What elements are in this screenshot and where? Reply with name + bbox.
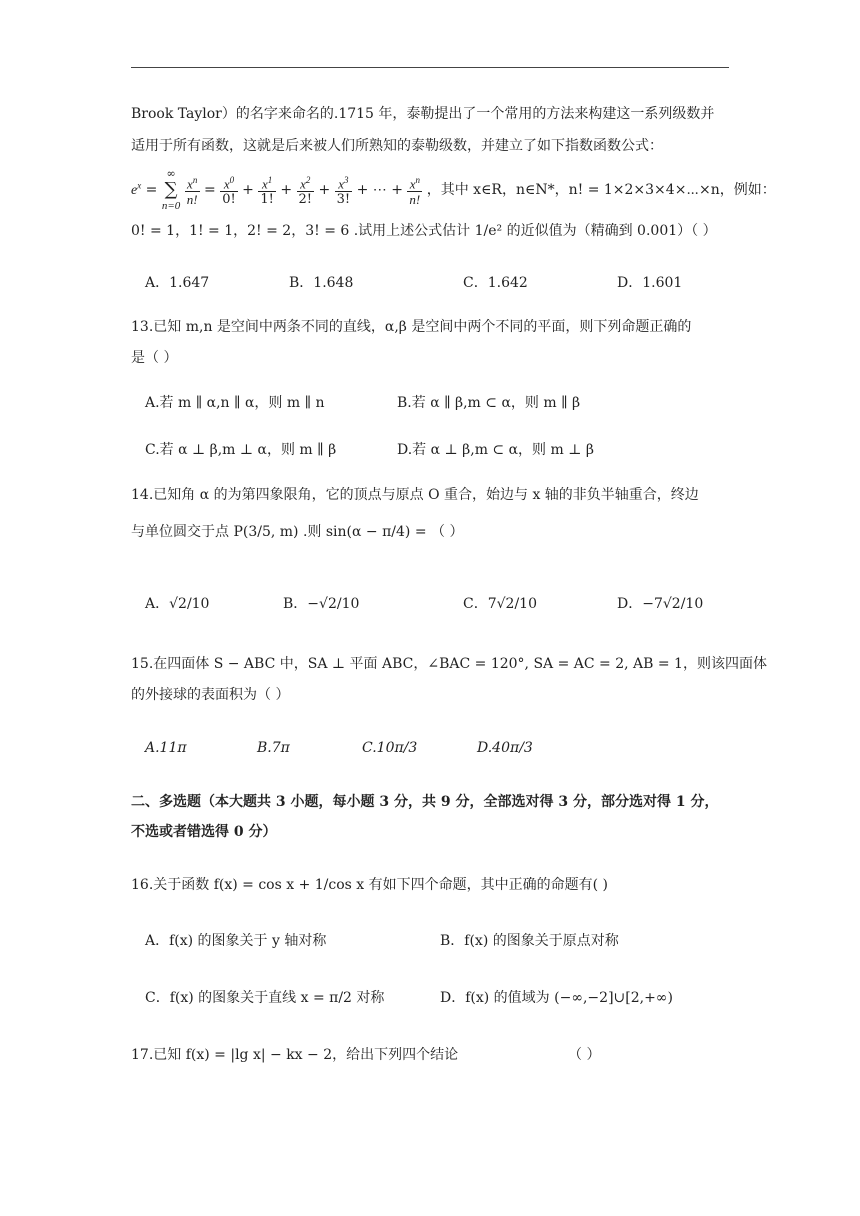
q14-option-b: B．−√2/10 <box>283 596 360 612</box>
q17-answer-paren: （ ） <box>568 1047 601 1063</box>
q13-option-d: D.若 α ⊥ β,m ⊂ α，则 m ⊥ β <box>397 442 594 458</box>
q15-stem-2: 的外接球的表面积为（ ） <box>131 687 290 703</box>
q14-option-c: C．7√2/10 <box>463 596 537 612</box>
q15-stem-1: 15.在四面体 S − ABC 中，SA ⊥ 平面 ABC，∠BAC = 120°, SA = AC = 2, AB = 1，则该四面体 <box>131 656 767 672</box>
section2-line-2: 不选或者错选得 0 分） <box>131 824 277 840</box>
q13-option-b: B.若 α ∥ β,m ⊂ α，则 m ∥ β <box>397 395 581 411</box>
q14-option-d: D．−7√2/10 <box>617 596 704 612</box>
taylor-formula: $e^x$ = ∞ ∑ n=0 $\frac{x^n}{n!}$ = $\frac{x^0}{0!}$ + $\frac{x^1}{1!}$ + $\frac{x^2}{2!}$ + $\frac{x^3}{3!}$ + ⋯ + $\frac{x^n}{n!}$ ，其中 x∈R，n∈N*，n! = 1×2×3×4×⋯×n，例如： <box>131 167 776 212</box>
q16-option-a: A．f(x) 的图象关于 y 轴对称 <box>145 933 327 949</box>
q15-option-c: C.10π/3 <box>362 740 418 756</box>
q14-stem-1: 14.已知角 α 的为第四象限角，它的顶点与原点 O 重合，始边与 x 轴的非负半轴重合，终边 <box>131 487 699 503</box>
q13-option-c: C.若 α ⊥ β,m ⊥ α，则 m ∥ β <box>145 442 337 458</box>
q15-option-b: B.7π <box>257 740 290 756</box>
q14-option-a: A．√2/10 <box>145 596 210 612</box>
intro-line-2: 适用于所有函数，这就是后来被人们所熟知的泰勒级数，并建立了如下指数函数公式： <box>131 138 663 154</box>
intro-line-1: Brook Taylor）的名字来命名的.1715 年，泰勒提出了一个常用的方法来构建这一系列级数并 <box>131 106 715 122</box>
q13-stem-1: 13.已知 m,n 是空间中两条不同的直线，α,β 是空间中两个不同的平面，则下列命题正确的 <box>131 319 692 335</box>
header-rule <box>131 67 729 68</box>
intro-option-a: A．1.647 <box>145 275 210 291</box>
q15-option-a: A.11π <box>145 740 187 756</box>
q16-option-c: C．f(x) 的图象关于直线 x = π/2 对称 <box>145 990 385 1006</box>
intro-option-b: B．1.648 <box>289 275 354 291</box>
intro-option-d: D．1.601 <box>617 275 683 291</box>
q16-option-d: D．f(x) 的值域为 (−∞,−2]∪[2,+∞) <box>440 990 673 1006</box>
q13-option-a: A.若 m ∥ α,n ∥ α，则 m ∥ n <box>145 395 325 411</box>
q14-stem-2: 与单位圆交于点 P(3/5, m) .则 sin(α − π/4) = （ ） <box>131 524 464 540</box>
q17-stem: 17.已知 f(x) = |lg x| − kx − 2，给出下列四个结论 <box>131 1047 459 1063</box>
q16-stem: 16.关于函数 f(x) = cos x + 1/cos x 有如下四个命题，其中正确的命题有( ) <box>131 877 609 893</box>
section2-line-1: 二、多选题（本大题共 3 小题，每小题 3 分，共 9 分，全部选对得 3 分，部分选对得 1 分， <box>131 794 719 810</box>
intro-option-c: C．1.642 <box>463 275 528 291</box>
intro-line-4: 0! = 1，1! = 1，2! = 2，3! = 6 .试用上述公式估计 1/e² 的近似值为（精确到 0.001）（ ） <box>131 223 717 239</box>
q13-stem-2: 是（ ） <box>131 350 178 366</box>
q15-option-d: D.40π/3 <box>477 740 533 756</box>
formula-tail: ，其中 x∈R，n∈N*，n! = 1×2×3×4×⋯×n，例如： <box>426 182 776 198</box>
q16-option-b: B．f(x) 的图象关于原点对称 <box>440 933 619 949</box>
